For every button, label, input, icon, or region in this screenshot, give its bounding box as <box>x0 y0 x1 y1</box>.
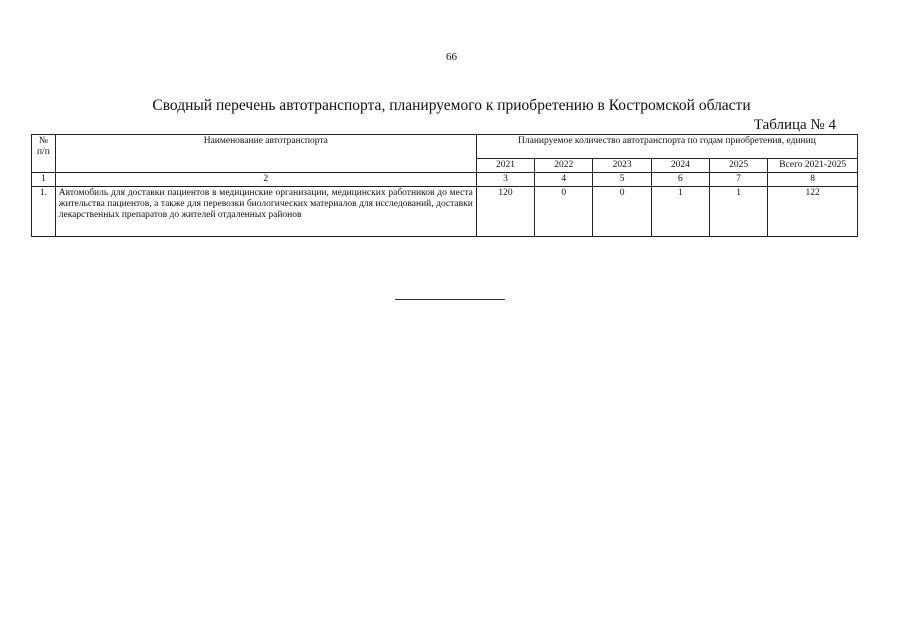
table-label: Таблица № 4 <box>753 117 836 133</box>
column-number: 8 <box>768 173 858 187</box>
header-year: 2022 <box>535 159 593 173</box>
end-rule <box>395 299 505 300</box>
header-total: Всего 2021-2025 <box>768 159 858 173</box>
header-year: 2025 <box>710 159 768 173</box>
page-number: 66 <box>446 51 457 63</box>
column-number: 6 <box>651 173 709 187</box>
table-row <box>32 187 858 237</box>
row-num: 1. <box>32 187 56 237</box>
row-value: 120 <box>476 187 534 237</box>
column-number: 3 <box>476 173 534 187</box>
row-value: 1 <box>710 187 768 237</box>
document-title: Сводный перечень автотранспорта, планируемого к приобретению в Костромской области <box>152 97 751 114</box>
header-group: Планируемое количество автотранспорта по годам приобретения, единиц <box>476 135 857 159</box>
header-num: № п/п <box>32 135 56 173</box>
column-number: 2 <box>55 173 476 187</box>
row-value: 1 <box>651 187 709 237</box>
column-number: 1 <box>32 173 56 187</box>
header-year: 2023 <box>593 159 651 173</box>
header-year: 2021 <box>476 159 534 173</box>
row-total: 122 <box>768 187 858 237</box>
row-name: Автомобиль для доставки пациентов в медицинские организации, медицинских работников до места жительства пациентов, а также для перевозки биологических материалов для исследований, доставки лекарственных препаратов до жителей отдаленных районов <box>55 187 476 237</box>
transport-table <box>31 134 858 237</box>
row-value: 0 <box>593 187 651 237</box>
header-name: Наименование автотранспорта <box>55 135 476 173</box>
column-number: 5 <box>593 173 651 187</box>
column-number: 4 <box>535 173 593 187</box>
header-year: 2024 <box>651 159 709 173</box>
column-number: 7 <box>710 173 768 187</box>
row-value: 0 <box>535 187 593 237</box>
